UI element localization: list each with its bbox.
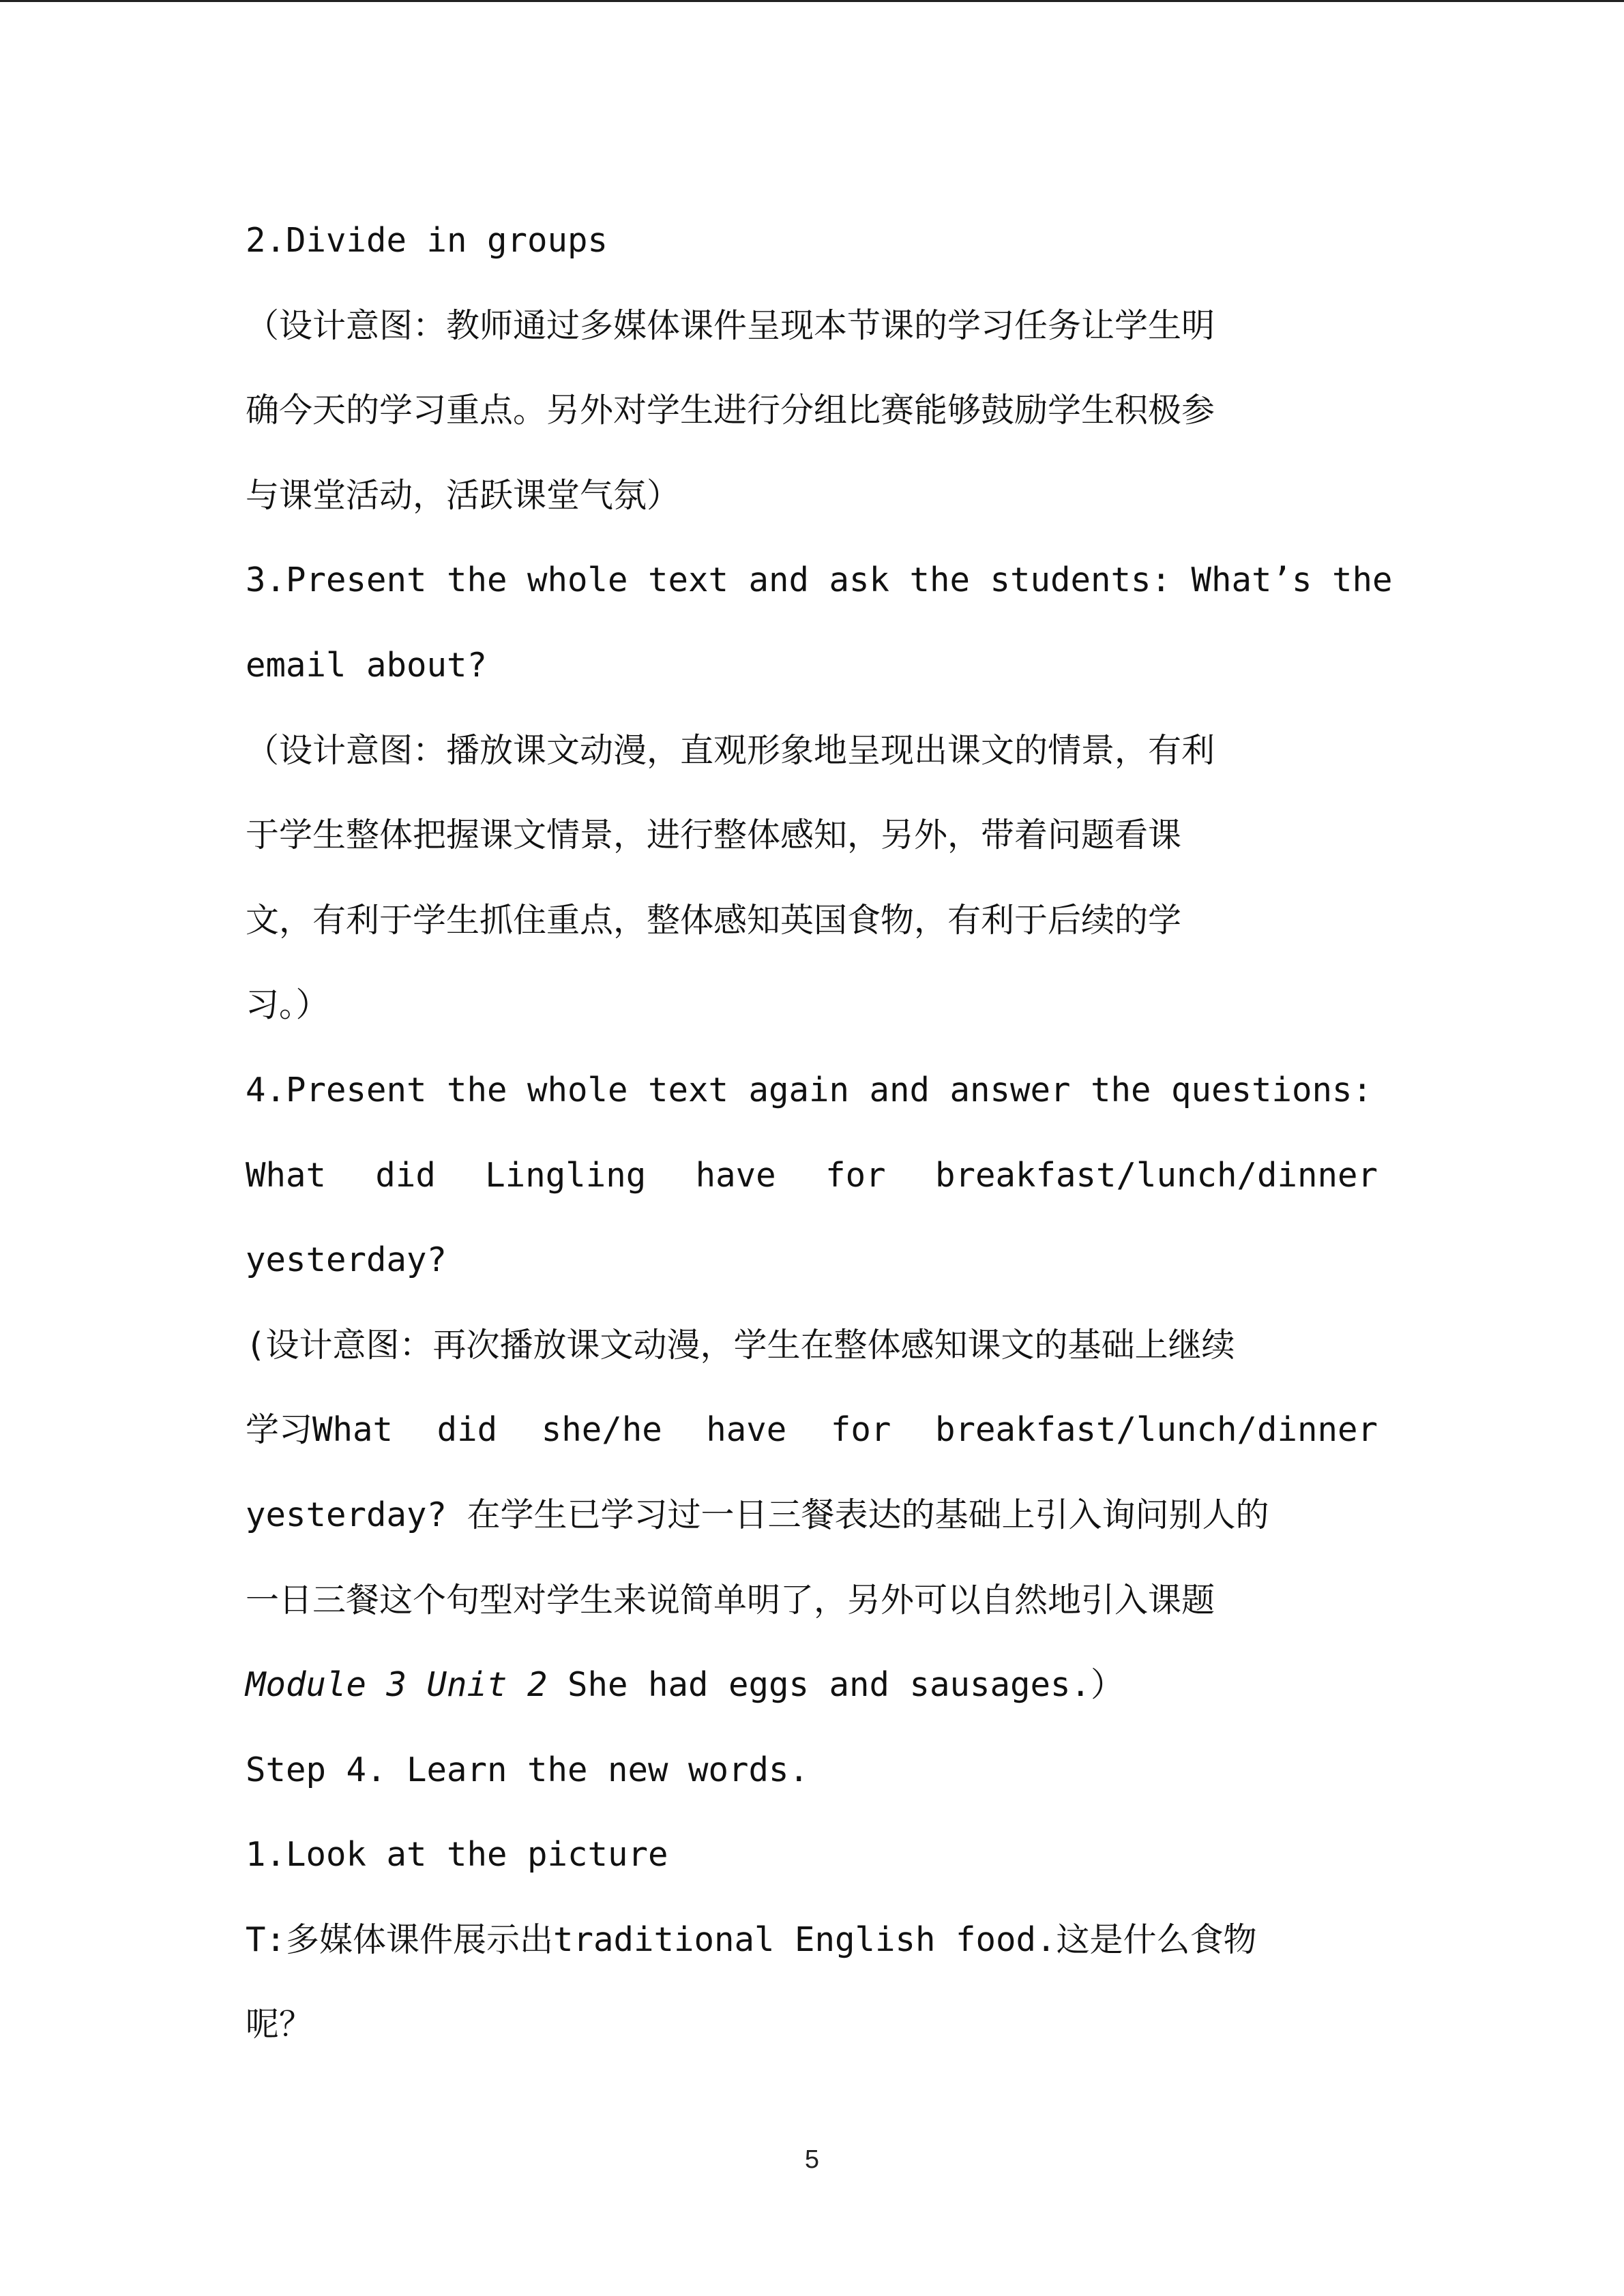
- text-line: 1.Look at the picture: [246, 1835, 668, 1875]
- course-title-italic: Module 3 Unit 2: [246, 1665, 548, 1705]
- document-body: [246, 213, 1393, 2082]
- text-line: 呢？: [246, 2005, 313, 2044]
- text-line: 一日三餐这个句型对学生来说简单明了，另外可以自然地引入课题: [246, 1580, 1215, 1620]
- text-line: (设计意图：再次播放课文动漫，学生在整体感知课文的基础上继续: [246, 1325, 1235, 1365]
- lesson-sentence: She had eggs and sausages.）: [547, 1665, 1125, 1705]
- word: 学习What: [246, 1410, 394, 1450]
- word: have: [706, 1410, 787, 1450]
- word: did: [437, 1410, 498, 1450]
- text-line: T:多媒体课件展示出traditional English food.这是什么食物: [246, 1920, 1257, 1959]
- word: breakfast/lunch/dinner: [934, 1155, 1378, 1195]
- text-line-justified: [246, 1402, 1378, 1487]
- page-top-border: [0, 0, 1624, 2]
- text-line: email about?: [246, 645, 488, 685]
- text-line: 于学生整体把握课文情景，进行整体感知，另外，带着问题看课: [246, 816, 1182, 855]
- text-line: 习。）: [246, 985, 329, 1025]
- text-line-justified: [246, 1148, 1378, 1233]
- page-number: 5: [804, 2145, 820, 2174]
- text-line: 文，有利于学生抓住重点，整体感知英国食物，有利于后续的学: [246, 900, 1182, 940]
- text-line: 2.Divide in groups: [246, 221, 608, 260]
- word: have: [695, 1155, 776, 1195]
- text-line: 确今天的学习重点。另外对学生进行分组比赛能够鼓励学生积极参: [246, 391, 1215, 430]
- text-line: yesterday?: [246, 1240, 447, 1280]
- word: she/he: [541, 1410, 662, 1450]
- word: for: [830, 1410, 891, 1450]
- text-line: yesterday? 在学生已学习过一日三餐表达的基础上引入询问别人的: [246, 1495, 1269, 1534]
- text-line: （设计意图：教师通过多媒体课件呈现本节课的学习任务让学生明: [246, 305, 1215, 345]
- text-line: [246, 1657, 1378, 1742]
- word: did: [375, 1155, 436, 1195]
- text-line: 4.Present the whole text again and answer the questions:: [246, 1070, 1373, 1109]
- text-line: 与课堂活动，活跃课堂气氛）: [246, 475, 681, 515]
- text-line: 3.Present the whole text and ask the students: What’s the: [246, 561, 1393, 600]
- word: What: [246, 1155, 327, 1195]
- step-heading: Step 4. Learn the new words.: [246, 1750, 810, 1789]
- text-line: （设计意图：播放课文动漫，直观形象地呈现出课文的情景，有利: [246, 730, 1215, 770]
- word: breakfast/lunch/dinner: [934, 1410, 1378, 1450]
- word: for: [825, 1155, 886, 1195]
- word: Lingling: [485, 1155, 647, 1195]
